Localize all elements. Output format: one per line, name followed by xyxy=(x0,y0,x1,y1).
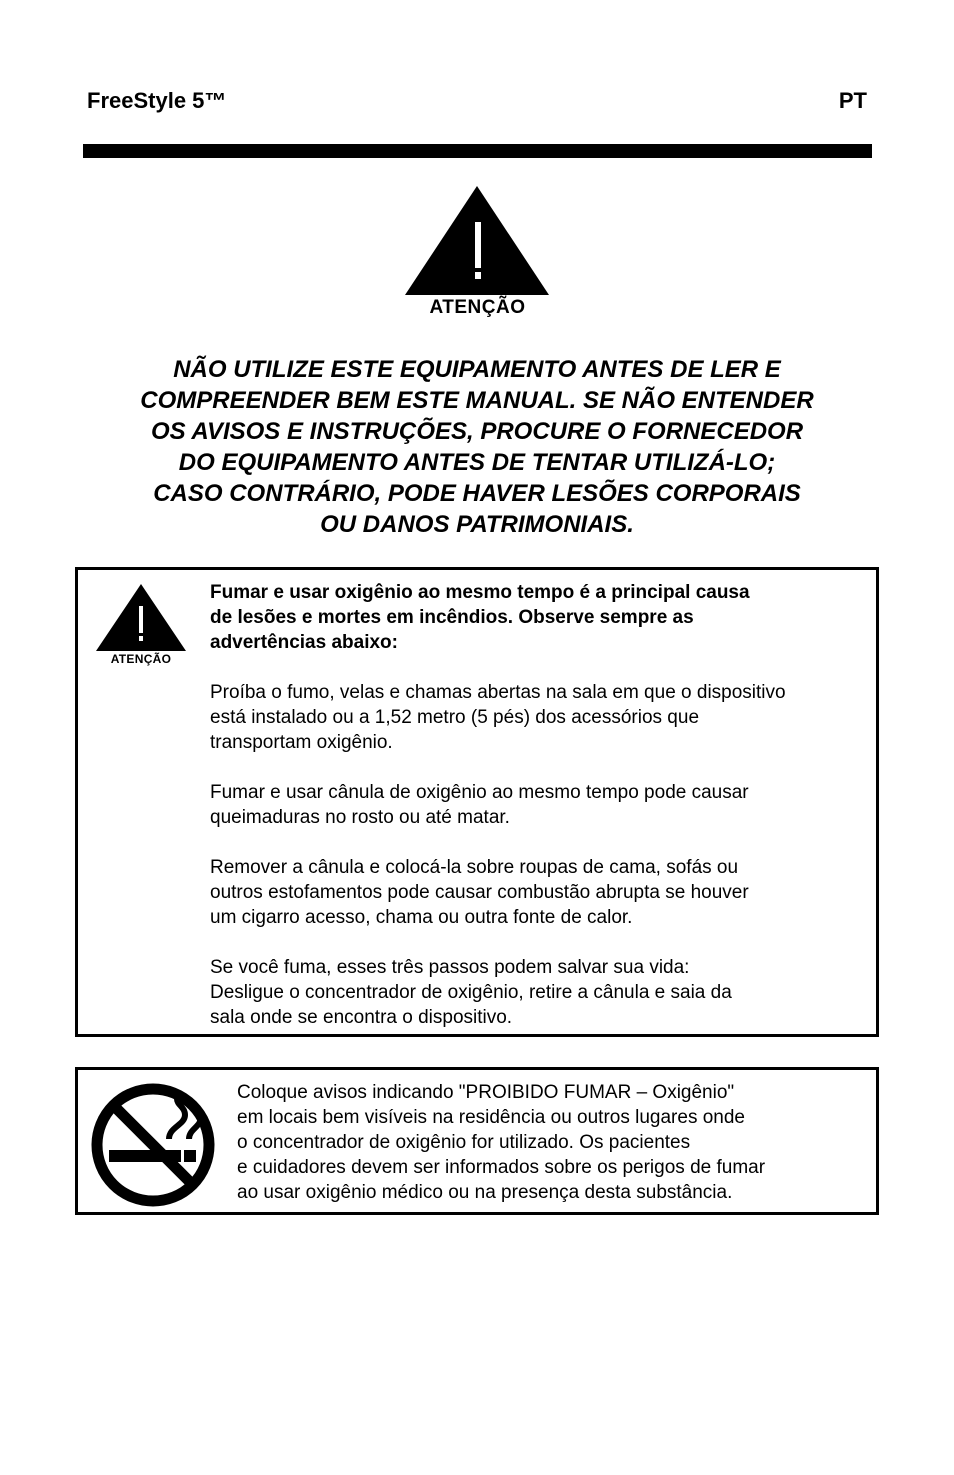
product-title: FreeStyle 5™ xyxy=(87,88,227,113)
smoking-warning-text xyxy=(210,580,876,1030)
notice-line: DO EQUIPAMENTO ANTES DE TENTAR UTILIZÁ-LO; xyxy=(178,449,776,476)
language-code: PT xyxy=(838,88,867,113)
paragraph xyxy=(210,780,876,830)
text-line: queimaduras no rosto ou até matar. xyxy=(210,807,510,828)
text-line: transportam oxigênio. xyxy=(210,732,393,753)
main-warning-symbol xyxy=(405,184,550,324)
page-header xyxy=(87,88,867,118)
warning-label: ATENÇÃO xyxy=(110,652,172,666)
text-line: o concentrador de oxigênio for utilizado. Os pacientes xyxy=(237,1132,691,1153)
warning-triangle-icon xyxy=(95,582,187,652)
text-line: sala onde se encontra o dispositivo. xyxy=(210,1007,513,1028)
paragraph xyxy=(210,855,876,930)
text-line: Se você fuma, esses três passos podem salvar sua vida: xyxy=(210,957,690,978)
text-line: Coloque avisos indicando "PROIBIDO FUMAR – Oxigênio" xyxy=(237,1082,735,1103)
text-line: está instalado ou a 1,52 metro (5 pés) dos acessórios que xyxy=(210,707,700,728)
text-line: advertências abaixo: xyxy=(210,632,398,653)
smoking-warning-box xyxy=(75,567,879,1037)
text-line: outros estofamentos pode causar combustão abrupta se houver xyxy=(210,882,749,903)
header-divider xyxy=(83,144,872,158)
notice-line: OS AVISOS E INSTRUÇÕES, PROCURE O FORNECEDOR xyxy=(150,418,804,445)
text-line: Desligue o concentrador de oxigênio, retire a cânula e saia da xyxy=(210,982,732,1003)
warning-triangle-icon xyxy=(405,184,550,296)
no-smoking-notice-box xyxy=(75,1067,879,1215)
text-line: ao usar oxigênio médico ou na presença desta substância. xyxy=(237,1182,733,1203)
text-line: Fumar e usar cânula de oxigênio ao mesmo tempo pode causar xyxy=(210,782,749,803)
paragraph xyxy=(210,680,876,755)
text-line: um cigarro acesso, chama ou outra fonte de calor. xyxy=(210,907,633,928)
text-line: e cuidadores devem ser informados sobre os perigos de fumar xyxy=(237,1157,766,1178)
no-smoking-notice-text xyxy=(237,1080,867,1205)
text-line: de lesões e mortes em incêndios. Observe sempre as xyxy=(210,607,694,628)
notice-line: OU DANOS PATRIMONIAIS. xyxy=(320,511,634,538)
lead-paragraph xyxy=(210,580,876,655)
text-line: Proíba o fumo, velas e chamas abertas na sala em que o dispositivo xyxy=(210,682,786,703)
text-line: em locais bem visíveis na residência ou outros lugares onde xyxy=(237,1107,745,1128)
warning-label: ATENÇÃO xyxy=(429,297,526,318)
notice-line: NÃO UTILIZE ESTE EQUIPAMENTO ANTES DE LER E xyxy=(173,356,781,383)
paragraph xyxy=(210,955,876,1030)
read-manual-notice xyxy=(60,354,894,540)
small-warning-symbol xyxy=(95,582,187,670)
text-line: Fumar e usar oxigênio ao mesmo tempo é a principal causa xyxy=(210,582,750,603)
notice-line: CASO CONTRÁRIO, PODE HAVER LESÕES CORPORAIS xyxy=(153,480,801,507)
notice-line: COMPREENDER BEM ESTE MANUAL. SE NÃO ENTENDER xyxy=(140,387,814,414)
no-smoking-icon xyxy=(89,1081,217,1209)
text-line: Remover a cânula e colocá-la sobre roupas de cama, sofás ou xyxy=(210,857,739,878)
